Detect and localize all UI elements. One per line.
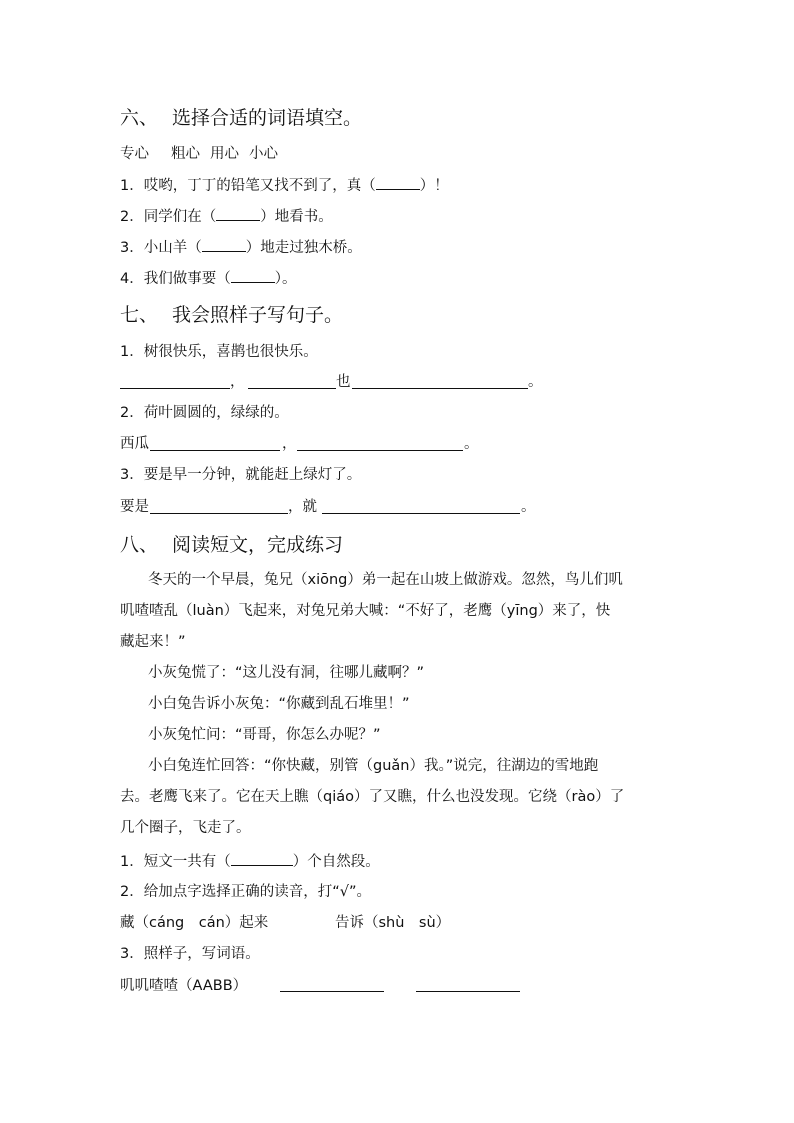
s6-question-2	[120, 206, 333, 227]
section-7-number: 七、	[120, 304, 159, 326]
s8-question-1	[120, 851, 380, 872]
pinyin-choice-b[interactable]: 告诉（shù sù）	[335, 915, 451, 931]
word-choice: 用心	[210, 146, 239, 162]
passage-line: 小灰兔忙问：“哥哥，你怎么办呢？”	[148, 727, 381, 743]
word-pattern-example: 叽叽喳喳（AABB）	[120, 978, 248, 994]
word-choice: 粗心	[171, 146, 200, 162]
answer-line[interactable]	[416, 991, 520, 992]
sentence-fragment: ，就	[288, 499, 317, 515]
passage-line: 去。老鹰飞来了。它在天上瞧（qiáo）了又瞧，什么也没发现。它绕（rào）了	[120, 789, 625, 805]
s7-question-2: 2．荷叶圆圆的，绿绿的。	[120, 405, 289, 421]
section-6-heading	[120, 106, 362, 130]
section-8-heading	[120, 533, 343, 557]
question-text: ）！	[419, 178, 449, 194]
question-text: 4．我们做事要（	[120, 271, 231, 287]
pinyin-choice-a[interactable]: 藏（cáng cán）起来	[120, 915, 269, 931]
punctuation: ，	[282, 436, 297, 452]
passage-line: 叽喳喳乱（luàn）飞起来，对兔兄弟大喊：“不好了，老鹰（yīng）来了，快	[120, 603, 611, 619]
sentence-fragment: 也	[336, 374, 351, 390]
s8-question-2: 2．给加点字选择正确的读音，打“√”。	[120, 884, 371, 900]
answer-blank[interactable]	[202, 237, 246, 252]
punctuation: 。	[464, 436, 479, 452]
answer-blank[interactable]	[231, 851, 293, 866]
punctuation: 。	[521, 499, 536, 515]
s8-question-3: 3．照样子，写词语。	[120, 946, 260, 962]
question-text: ）个自然段。	[292, 854, 380, 870]
word-choice: 小心	[249, 146, 278, 162]
answer-line[interactable]	[150, 450, 280, 451]
answer-blank[interactable]	[376, 175, 420, 190]
answer-line[interactable]	[280, 991, 384, 992]
passage-line: 几个圈子，飞走了。	[120, 820, 251, 836]
sentence-fragment: 西瓜	[120, 436, 149, 452]
s6-question-4	[120, 268, 296, 289]
s6-question-3	[120, 237, 362, 258]
passage-line: 冬天的一个早晨，兔兄（xiōng）弟一起在山坡上做游戏。忽然，鸟儿们叽	[148, 572, 623, 588]
section-8-number: 八、	[120, 534, 159, 556]
answer-line[interactable]	[297, 450, 463, 451]
reading-passage	[120, 565, 640, 844]
question-text: 2．同学们在（	[120, 209, 217, 225]
word-choice: 专心	[120, 146, 149, 162]
question-text: ）地走过独木桥。	[245, 240, 362, 256]
question-text: ）。	[274, 271, 297, 287]
question-text: ）地看书。	[260, 209, 333, 225]
answer-blank[interactable]	[216, 206, 260, 221]
answer-line[interactable]	[322, 513, 520, 514]
punctuation: 。	[528, 374, 543, 390]
answer-line[interactable]	[248, 388, 336, 389]
section-6-number: 六、	[120, 107, 159, 129]
answer-line[interactable]	[150, 513, 288, 514]
punctuation: ，	[230, 374, 245, 390]
s7-question-3: 3．要是早一分钟，就能赶上绿灯了。	[120, 467, 362, 483]
s7-question-1: 1．树很快乐，喜鹊也很快乐。	[120, 344, 318, 360]
section-6-title: 选择合适的词语填空。	[172, 107, 363, 129]
answer-line[interactable]	[352, 388, 528, 389]
passage-line: 藏起来！”	[120, 634, 186, 650]
sentence-fragment: 要是	[120, 499, 149, 515]
section-7-heading	[120, 303, 343, 327]
answer-blank[interactable]	[231, 268, 275, 283]
question-text: 1．短文一共有（	[120, 854, 231, 870]
word-choices	[120, 144, 278, 164]
passage-line: 小白兔连忙回答：“你快藏，别管（guǎn）我。”说完，往湖边的雪地跑	[148, 758, 599, 774]
question-text: 3．小山羊（	[120, 240, 202, 256]
section-7-title: 我会照样子写句子。	[172, 304, 344, 326]
passage-line: 小灰兔慌了：“这儿没有洞，往哪儿藏啊？”	[148, 665, 425, 681]
question-text: 1．哎哟，丁丁的铅笔又找不到了，真（	[120, 178, 376, 194]
section-8-title: 阅读短文，完成练习	[172, 534, 344, 556]
answer-line[interactable]	[120, 388, 230, 389]
s6-question-1	[120, 175, 449, 196]
passage-line: 小白兔告诉小灰兔：“你藏到乱石堆里！”	[148, 696, 410, 712]
